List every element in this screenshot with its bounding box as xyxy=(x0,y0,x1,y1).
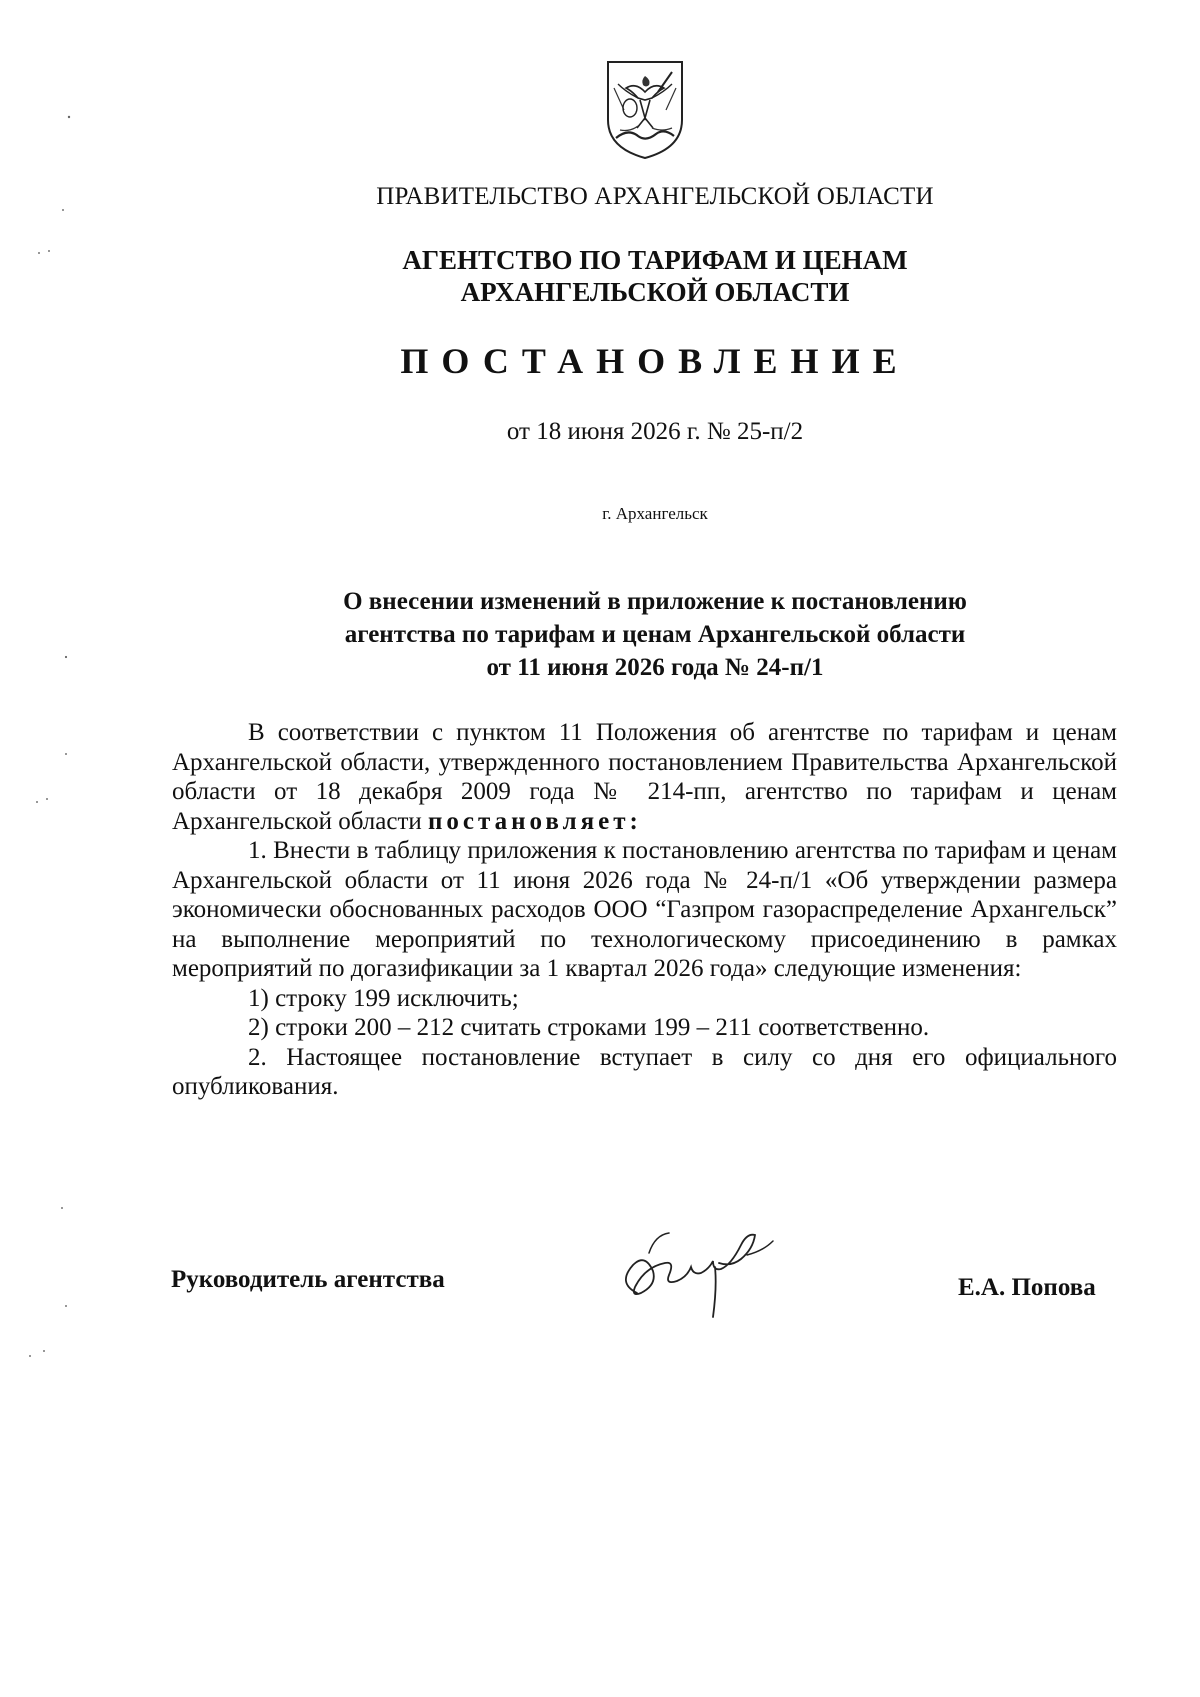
document-date-number: от 18 июня 2026 г. № 25-п/2 xyxy=(506,418,804,445)
subject-line2: агентства по тарифам и ценам Архангельской области xyxy=(344,621,966,648)
preamble-verb: постановляет: xyxy=(428,807,642,835)
document-body xyxy=(172,718,1117,1102)
agency-title-line2: АРХАНГЕЛЬСКОЙ ОБЛАСТИ xyxy=(460,277,850,307)
coat-of-arms-emblem xyxy=(604,58,686,160)
subject-line3: от 11 июня 2026 года № 24-п/1 xyxy=(486,654,824,681)
point-2-paragraph: 2. Настоящее постановление вступает в силу со дня его официального опубликования. xyxy=(172,1043,1117,1100)
document-subject xyxy=(0,585,1200,684)
signatory-role: Руководитель агентства xyxy=(171,1266,445,1293)
scan-specks xyxy=(0,0,120,1697)
preamble-text: В соответствии с пунктом 11 Положения об агентстве по тарифам и ценам Архангельской области, утвержденного постановлением Правительства Архангельской области от 18 декабря 2009 года № 214-пп, агентство по тарифам и ценам Архангельской области xyxy=(172,719,1117,835)
preamble-paragraph xyxy=(172,718,1117,836)
subpoint-1: 1) строку 199 исключить; xyxy=(248,984,519,1012)
subject-line1: О внесении изменений в приложение к постановлению xyxy=(343,588,967,615)
government-title: ПРАВИТЕЛЬСТВО АРХАНГЕЛЬСКОЙ ОБЛАСТИ xyxy=(376,183,934,210)
document-type-heading: ПОСТАНОВЛЕНИЕ xyxy=(400,341,910,381)
agency-title-line1: АГЕНТСТВО ПО ТАРИФАМ И ЦЕНАМ xyxy=(402,245,908,275)
point-1-paragraph: 1. Внести в таблицу приложения к постановлению агентства по тарифам и ценам Архангельской области от 11 июня 2026 года № 24-п/1 «Об утверждении размера экономически обоснованных расходов ООО “Газпром газораспределение Архангельск” на выполнение мероприятий по технологическому присоединению в рамках мероприятий по догазификации за 1 квартал 2026 года» следующие изменения: xyxy=(172,837,1117,982)
handwritten-signature xyxy=(597,1223,797,1321)
signatory-name: Е.А. Попова xyxy=(958,1274,1096,1301)
agency-title xyxy=(0,244,1200,308)
subpoint-2: 2) строки 200 – 212 считать строками 199 – 211 соответственно. xyxy=(248,1014,930,1041)
document-city: г. Архангельск xyxy=(602,504,708,523)
